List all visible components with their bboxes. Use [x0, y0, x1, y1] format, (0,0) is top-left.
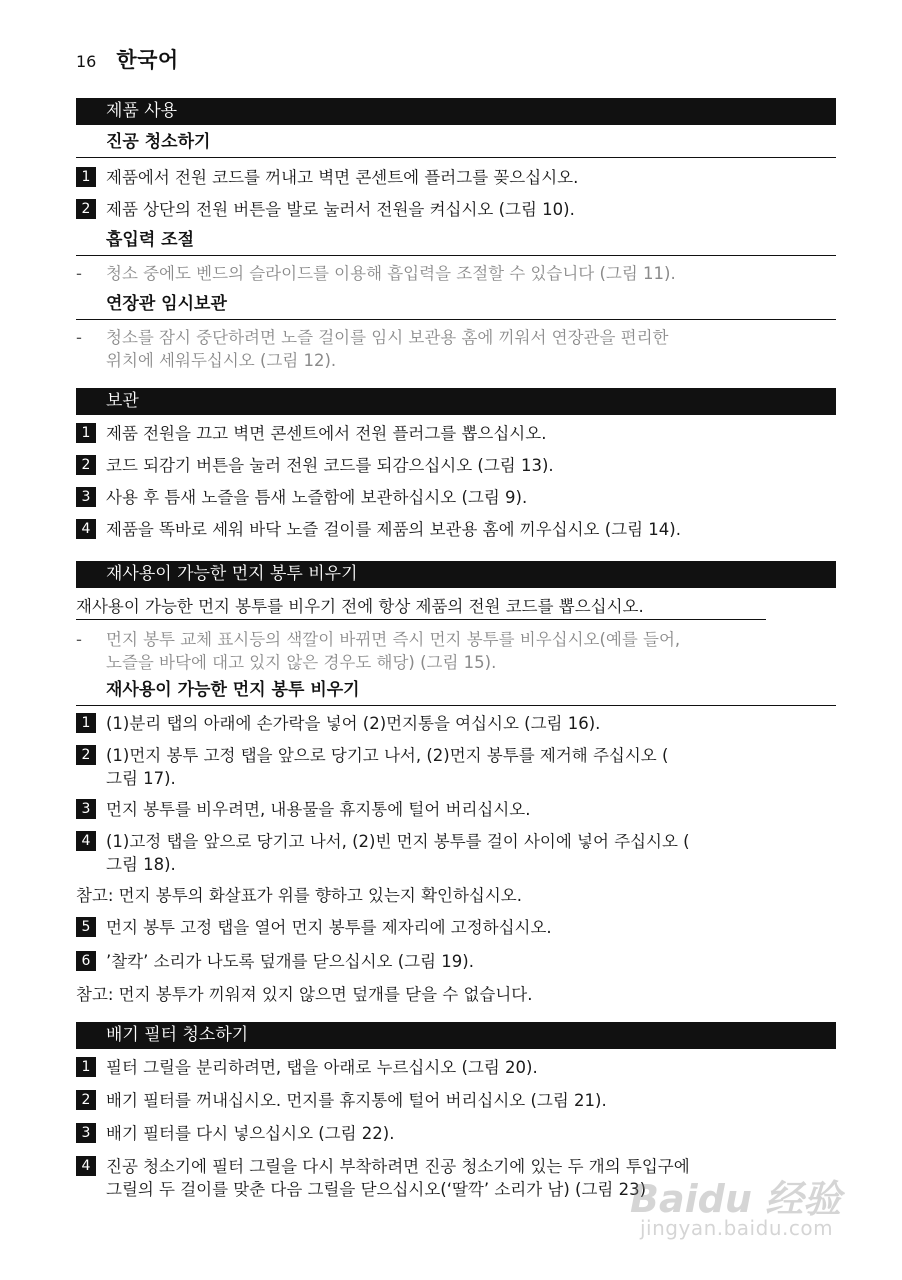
bag-step-1: [76, 712, 836, 735]
subheading-suction: 흡입력 조절: [76, 226, 836, 256]
parking-bullet: [76, 326, 836, 372]
step-text: 제품에서 전원 코드를 꺼내고 벽면 콘센트에 플러그를 꽂으십시오.: [106, 168, 579, 187]
page-header: [76, 44, 179, 74]
step-number-badge: 4: [76, 1156, 96, 1176]
storage-step-1: [76, 422, 836, 445]
storage-step-2: [76, 454, 836, 477]
suction-bullet: [76, 262, 836, 285]
step-number-badge: 4: [76, 831, 96, 851]
bullet-text-line2: 위치에 세워두십시오 (그림 12).: [106, 351, 337, 370]
step-number-badge: 2: [76, 455, 96, 475]
filter-step-2: [76, 1089, 836, 1112]
step-number-badge: 2: [76, 745, 96, 765]
step-text: 제품을 똑바로 세워 바닥 노즐 걸이를 제품의 보관용 홈에 끼우십시오 (그림 14).: [106, 520, 681, 539]
bullet-dash: -: [76, 328, 82, 347]
step-number-badge: 2: [76, 1090, 96, 1110]
step-number-badge: 5: [76, 917, 96, 937]
subheading-empty-bag: 재사용이 가능한 먼지 봉투 비우기: [76, 676, 836, 706]
bag-step-5: [76, 916, 836, 939]
bag-step-3: [76, 798, 836, 821]
bullet-dash: -: [76, 630, 82, 649]
baidu-watermark: [600, 1168, 860, 1248]
step-text-line2: 그림 18).: [106, 855, 176, 874]
use-step-1: [76, 166, 836, 189]
step-text-line1: (1)고정 탭을 앞으로 당기고 나서, (2)빈 먼지 봉투를 걸이 사이에 넣어 주십시오 (: [106, 832, 690, 851]
subheading-parking: 연장관 임시보관: [76, 290, 836, 320]
watermark-url: jingyan.baidu.com: [640, 1216, 834, 1240]
bag-step-4: [76, 830, 836, 876]
step-number-badge: 1: [76, 1057, 96, 1077]
step-text: 배기 필터를 꺼내십시오. 먼지를 휴지통에 털어 버리십시오 (그림 21).: [106, 1091, 607, 1110]
note-lid: 참고: 먼지 봉투가 끼워져 있지 않으면 덮개를 닫을 수 없습니다.: [76, 985, 533, 1004]
step-text: 필터 그릴을 분리하려면, 탭을 아래로 누르십시오 (그림 20).: [106, 1058, 538, 1077]
bullet-text-line1: 먼지 봉투 교체 표시등의 색깔이 바뀌면 즉시 먼지 봉투를 비우십시오(예를 들어,: [106, 630, 681, 649]
step-text-line2: 그릴의 두 걸이를 맞춘 다음 그릴을 닫으십시오(‘딸깍’ 소리가 남) (그림 23): [106, 1180, 647, 1199]
page-number: 16: [76, 52, 97, 71]
step-number-badge: 6: [76, 951, 96, 971]
bullet-text-line2: 노즐을 바닥에 대고 있지 않은 경우도 해당) (그림 15).: [106, 653, 497, 672]
step-number-badge: 1: [76, 713, 96, 733]
bullet-text-line1: 청소를 잠시 중단하려면 노즐 걸이를 임시 보관용 홈에 끼워서 연장관을 편리한: [106, 328, 669, 347]
step-text-line2: 그림 17).: [106, 769, 176, 788]
filter-step-1: [76, 1056, 836, 1079]
section-heading-use: 제품 사용: [76, 98, 836, 125]
step-text: ’찰칵’ 소리가 나도록 덮개를 닫으십시오 (그림 19).: [106, 952, 474, 971]
step-text: 먼지 봉투를 비우려면, 내용물을 휴지통에 털어 버리십시오.: [106, 800, 531, 819]
step-number-badge: 3: [76, 799, 96, 819]
bullet-text: 청소 중에도 벤드의 슬라이드를 이용해 흡입력을 조절할 수 있습니다 (그림 11).: [106, 264, 676, 283]
step-number-badge: 1: [76, 423, 96, 443]
step-text-line1: 진공 청소기에 필터 그릴을 다시 부착하려면 진공 청소기에 있는 두 개의 투입구에: [106, 1157, 690, 1176]
watermark-brand: Baidu 经验: [630, 1177, 842, 1221]
step-number-badge: 1: [76, 167, 96, 187]
step-text-line1: (1)먼지 봉투 고정 탭을 앞으로 당기고 나서, (2)먼지 봉투를 제거해 주십시오 (: [106, 746, 669, 765]
step-text: 제품 전원을 끄고 벽면 콘센트에서 전원 플러그를 뽑으십시오.: [106, 424, 547, 443]
step-text: 먼지 봉투 고정 탭을 열어 먼지 봉투를 제자리에 고정하십시오.: [106, 918, 552, 937]
step-number-badge: 3: [76, 1123, 96, 1143]
subheading-vacuum: 진공 청소하기: [76, 128, 836, 158]
section-heading-empty-bag: 재사용이 가능한 먼지 봉투 비우기: [76, 561, 836, 588]
empty-bag-bullet: [76, 628, 836, 674]
storage-step-4: [76, 518, 836, 541]
section-heading-storage: 보관: [76, 388, 836, 415]
step-text: 배기 필터를 다시 넣으십시오 (그림 22).: [106, 1124, 395, 1143]
filter-step-3: [76, 1122, 836, 1145]
language-title: 한국어: [116, 48, 179, 72]
step-number-badge: 4: [76, 519, 96, 539]
storage-step-3: [76, 486, 836, 509]
step-text: 코드 되감기 버튼을 눌러 전원 코드를 되감으십시오 (그림 13).: [106, 456, 554, 475]
note-arrow: 참고: 먼지 봉투의 화살표가 위를 향하고 있는지 확인하십시오.: [76, 886, 522, 905]
bullet-dash: -: [76, 264, 82, 283]
step-number-badge: 2: [76, 199, 96, 219]
step-number-badge: 3: [76, 487, 96, 507]
use-step-2: [76, 198, 836, 221]
bag-step-6: [76, 950, 836, 973]
step-text: (1)분리 탭의 아래에 손가락을 넣어 (2)먼지통을 여십시오 (그림 16).: [106, 714, 601, 733]
step-text: 사용 후 틈새 노즐을 틈새 노즐함에 보관하십시오 (그림 9).: [106, 488, 528, 507]
warning-text: 재사용이 가능한 먼지 봉투를 비우기 전에 항상 제품의 전원 코드를 뽑으십시오.: [76, 596, 766, 620]
section-heading-filter: 배기 필터 청소하기: [76, 1022, 836, 1049]
step-text: 제품 상단의 전원 버튼을 발로 눌러서 전원을 켜십시오 (그림 10).: [106, 200, 575, 219]
bag-step-2: [76, 744, 836, 790]
